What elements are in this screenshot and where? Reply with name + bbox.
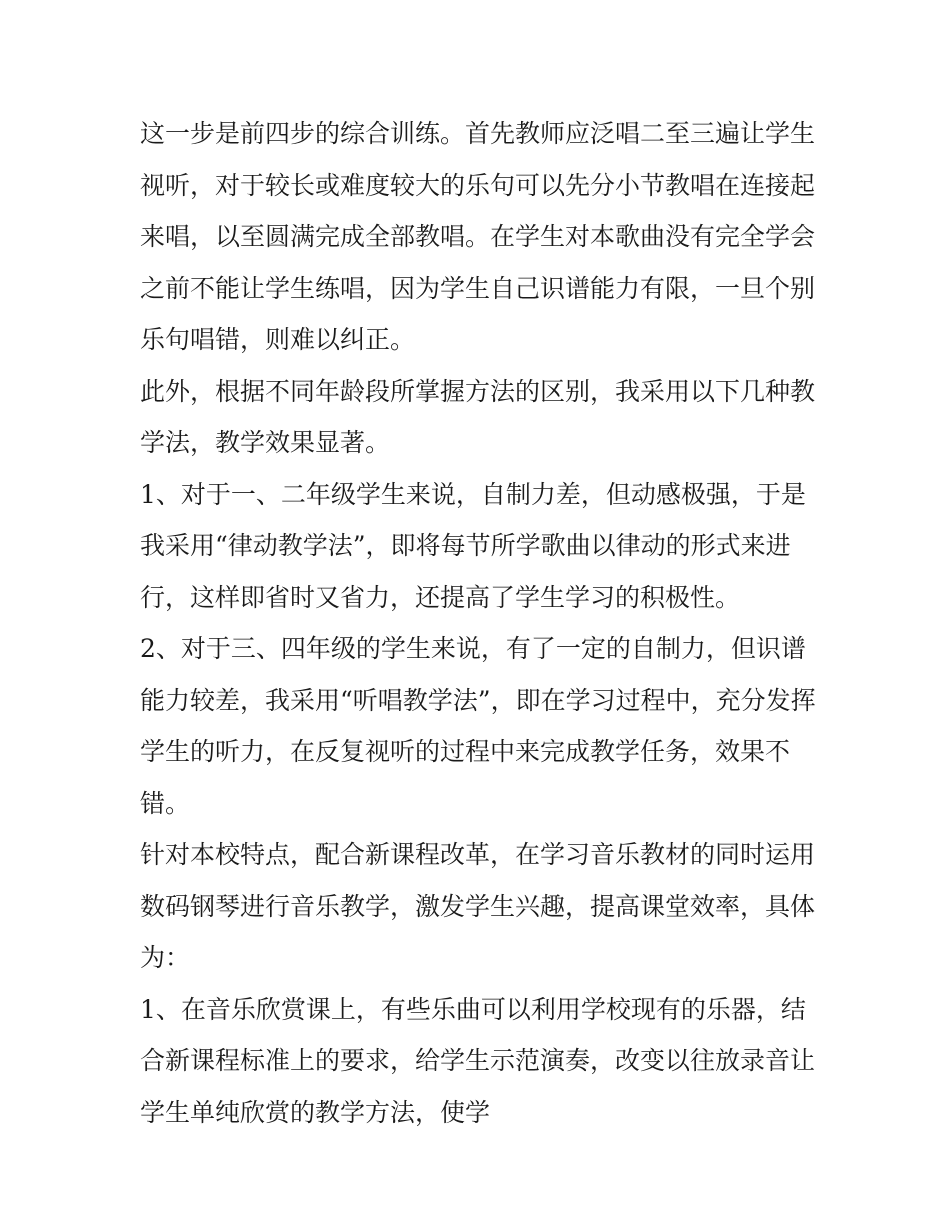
document-body bbox=[140, 108, 820, 1138]
paragraph-teaching-methods-intro: 此外，根据不同年龄段所掌握方法的区别，我采用以下几种教学法，教学效果显著。 bbox=[140, 376, 816, 457]
paragraph-grade-3-4-method: 2、对于三、四年级的学生来说，有了一定的自制力，但识谱能力较差，我采用“听唱教学法”，即在学习过程中，充分发挥学生的听力，在反复视听的过程中来完成教学任务，效果不错。 bbox=[140, 634, 816, 818]
paragraph-comprehensive-training: 这一步是前四步的综合训练。首先教师应泛唱二至三遍让学生视听，对于较长或难度较大的乐句可以先分小节教唱在连接起来唱，以至圆满完成全部教唱。在学生对本歌曲没有完全学会之前不能让学生练唱，因为学生自己识谱能力有限，一旦个别乐句唱错，则难以纠正。 bbox=[140, 119, 816, 354]
paragraph-grade-1-2-method: 1、对于一、二年级学生来说，自制力差，但动感极强，于是我采用“律动教学法”，即将每节所学歌曲以律动的形式来进行，这样即省时又省力，还提高了学生学习的积极性。 bbox=[140, 479, 806, 612]
paragraph-appreciation-class: 1、在音乐欣赏课上，有些乐曲可以利用学校现有的乐器，结合新课程标准上的要求，给学生示范演奏，改变以往放录音让学生单纯欣赏的教学方法，使学 bbox=[140, 994, 816, 1127]
paragraph-digital-piano-intro: 针对本校特点，配合新课程改革，在学习音乐教材的同时运用数码钢琴进行音乐教学，激发学生兴趣，提高课堂效率，具体为： bbox=[140, 840, 816, 972]
